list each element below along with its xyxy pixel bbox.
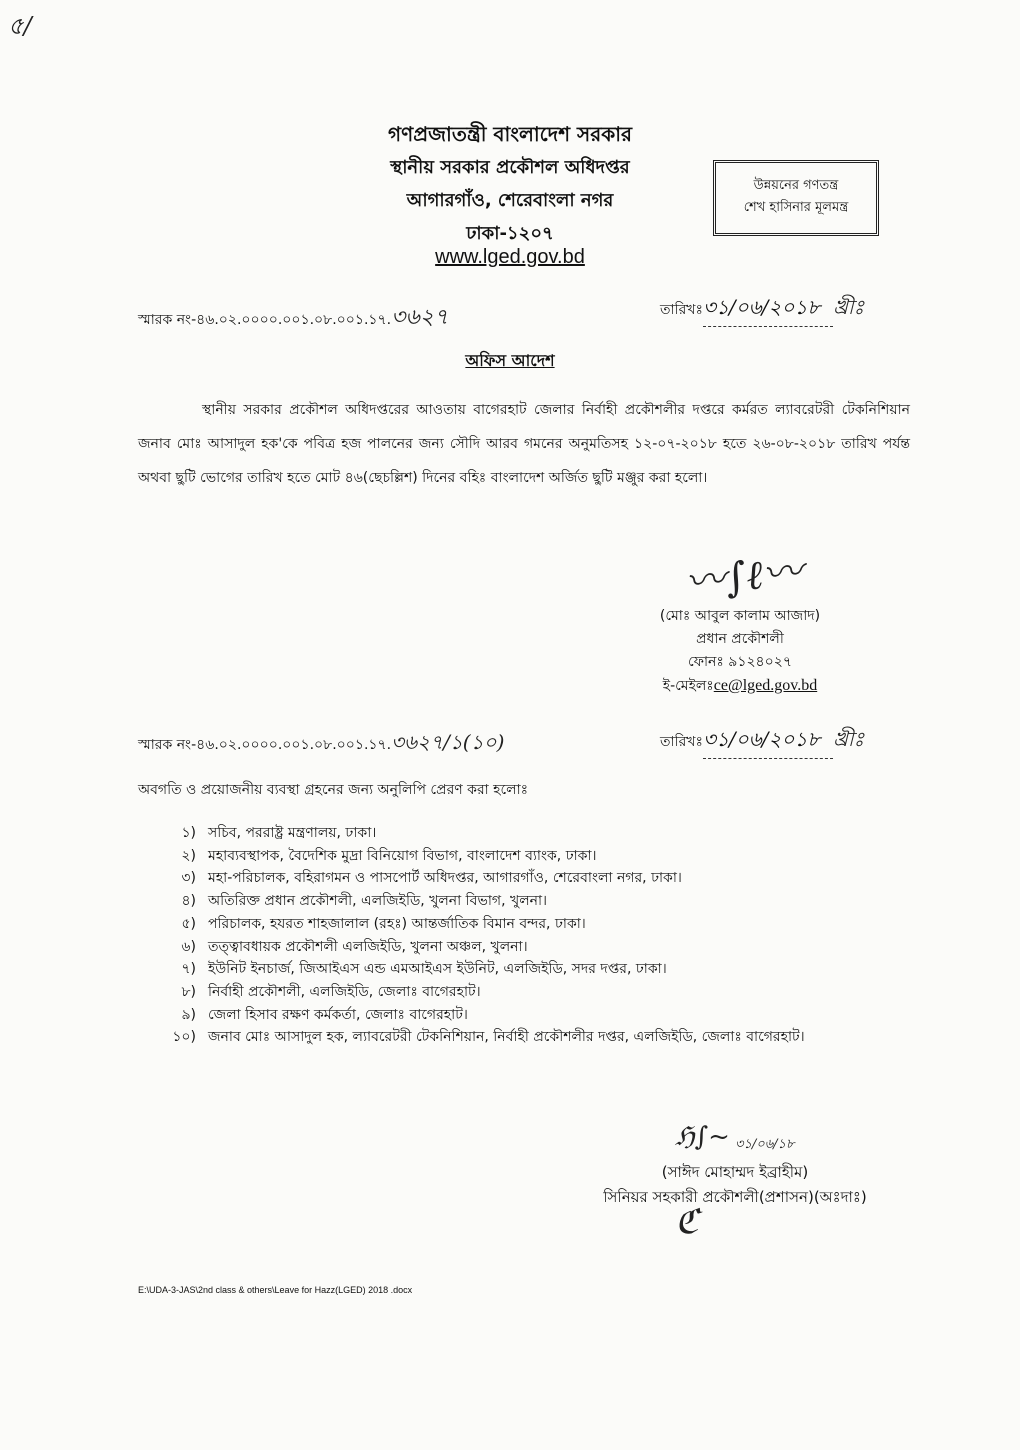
footer-file-path: E:\UDA-3-JAS\2nd class & others\Leave for Hazz(LGED) 2018 .docx [138, 1285, 413, 1295]
list-item-number: ৫) [181, 915, 196, 932]
list-item-number: ১) [181, 825, 196, 841]
memo-date-handwritten: ৩১/০৬/২০১৮ [703, 293, 833, 327]
list-item [160, 867, 805, 890]
memo-number-handwritten: ৩৬২৭ [391, 305, 449, 330]
signature-senior-engineer: ℌ∫~ [675, 1122, 730, 1152]
signatory-1-block [620, 605, 860, 698]
signatory-1-designation: প্রধান প্রকৌশলী [696, 631, 784, 647]
list-item-number: ৬) [181, 938, 196, 955]
signatory-2-name: (সাঈদ মোহাম্মদ ইব্রাহীম) [661, 1163, 809, 1181]
memo-number-2-handwritten: ৩৬২৭/১(১০) [391, 730, 505, 754]
list-item [160, 1026, 805, 1049]
list-item [160, 1004, 805, 1027]
list-item-text: মহা-পরিচালক, বহিরাগমন ও পাসপোর্ট অধিদপ্তর, আগারগাঁও, শেরেবাংলা নগর, ঢাকা। [208, 870, 682, 887]
list-item-number: ৩) [181, 870, 196, 887]
memo-reference-1: স্মারক নং-৪৬.০২.০০০০.০০১.০৮.০০১.১৭.৩৬২৭ [138, 305, 449, 330]
list-item-text: সচিব, পররাষ্ট্র মন্ত্রণালয়, ঢাকা। [208, 825, 377, 841]
list-item-number: ৪) [181, 893, 196, 910]
initials-mark: ℭ [675, 1202, 699, 1242]
distribution-list [160, 822, 805, 1049]
memo-reference-2: স্মারক নং-৪৬.০২.০০০০.০০১.০৮.০০১.১৭.৩৬২৭/১(১০) [138, 730, 505, 754]
list-item-number: ৭) [181, 961, 196, 978]
address-line: আগারগাঁও, শেরেবাংলা নগর [406, 190, 614, 211]
signatory-1-name: (মোঃ আবুল কালাম আজাদ) [659, 608, 821, 624]
list-item-text: তত্ত্বাবধায়ক প্রকৌশলী এলজিইডি, খুলনা অঞ্চল, খুলনা। [208, 938, 528, 955]
govt-title: গণপ্রজাতন্ত্রী বাংলাদেশ সরকার [388, 122, 632, 146]
memo-date-1: তারিখঃ৩১/০৬/২০১৮ খ্রীঃ [660, 293, 864, 327]
signatory-1-email-line: ই-মেইলঃce@lged.gov.bd [662, 677, 818, 694]
list-item-text: জনাব মোঃ আসাদুল হক, ল্যাবরেটরী টেকনিশিয়ান, নির্বাহী প্রকৌশলীর দপ্তর, এলজিইডি, জেলাঃ বাগেরহাট। [208, 1029, 805, 1046]
list-item-text: নির্বাহী প্রকৌশলী, এলজিইডি, জেলাঃ বাগেরহাট। [208, 983, 481, 1000]
list-item-number: ৯) [181, 1006, 196, 1023]
motto-line-1: উন্নয়নের গণতন্ত্র [753, 178, 839, 193]
order-body: স্থানীয় সরকার প্রকৌশল অধিদপ্তরের আওতায় বাগেরহাট জেলার নির্বাহী প্রকৌশলীর দপ্তরে কর্মরত ল্যাবরেটরী টেকনিশিয়ান জনাব মোঃ আসাদুল হক'কে পবিত্র হজ পালনের জন্য সৌদি আরব গমনের অনুমতিসহ ১২-০৭-২০১৮ হতে ২৬-০৮-২০১৮ তারিখ পর্যন্ত অথবা ছুটি ভোগের তারিখ হতে মোট ৪৬(ছেচল্লিশ) দিনের বহিঃ বাংলাদেশ অর্জিত ছুটি মঞ্জুর করা হলো। [138, 402, 910, 486]
list-item [160, 913, 805, 936]
list-item [160, 981, 805, 1004]
list-item [160, 958, 805, 981]
website-link[interactable]: www.lged.gov.bd [435, 246, 585, 268]
signature-chief-engineer: 〰∫ℓ〰 [683, 547, 805, 606]
city-line: ঢাকা-১২০৭ [466, 223, 554, 244]
signature-date: ৩১/০৬/১৮ [735, 1137, 795, 1152]
signatory-2-designation: সিনিয়র সহকারী প্রকৌশলী(প্রশাসন)(অঃদাঃ) [603, 1188, 867, 1206]
email-link[interactable]: ce@lged.gov.bd [713, 677, 818, 694]
department-title: স্থানীয় সরকার প্রকৌশল অধিদপ্তর [390, 157, 630, 178]
corner-page-mark: ৫/ [8, 12, 32, 40]
motto-box [713, 160, 879, 236]
list-item [160, 822, 805, 845]
memo-date-2-handwritten: ৩১/০৬/২০১৮ [703, 725, 833, 759]
list-item-text: অতিরিক্ত প্রধান প্রকৌশলী, এলজিইডি, খুলনা বিভাগ, খুলনা। [208, 893, 548, 910]
list-item-number: ৮) [181, 983, 196, 1000]
list-item-text: ইউনিট ইনচার্জ, জিআইএস এন্ড এমআইএস ইউনিট, এলজিইডি, সদর দপ্তর, ঢাকা। [208, 961, 667, 978]
list-item [160, 845, 805, 868]
list-item-text: মহাব্যবস্থাপক, বৈদেশিক মুদ্রা বিনিয়োগ বিভাগ, বাংলাদেশ ব্যাংক, ঢাকা। [208, 847, 597, 864]
list-item-text: জেলা হিসাব রক্ষণ কর্মকর্তা, জেলাঃ বাগেরহাট। [208, 1006, 468, 1023]
memo-date-2: তারিখঃ৩১/০৬/২০১৮ খ্রীঃ [660, 725, 864, 759]
list-item [160, 890, 805, 913]
office-order-title: অফিস আদেশ [465, 351, 555, 370]
signatory-1-phone: ফোনঃ ৯১২৪০২৭ [688, 654, 792, 670]
distribution-intro: অবগতি ও প্রয়োজনীয় ব্যবস্থা গ্রহনের জন্য অনুলিপি প্রেরণ করা হলোঃ [138, 782, 529, 798]
signatory-2-block [590, 1160, 880, 1210]
list-item-number: ১০) [172, 1029, 196, 1046]
list-item [160, 936, 805, 959]
list-item-text: পরিচালক, হযরত শাহজালাল (রহঃ) আন্তর্জাতিক বিমান বন্দর, ঢাকা। [208, 915, 586, 932]
list-item-number: ২) [181, 847, 196, 864]
motto-line-2: শেখ হাসিনার মূলমন্ত্র [743, 200, 849, 215]
